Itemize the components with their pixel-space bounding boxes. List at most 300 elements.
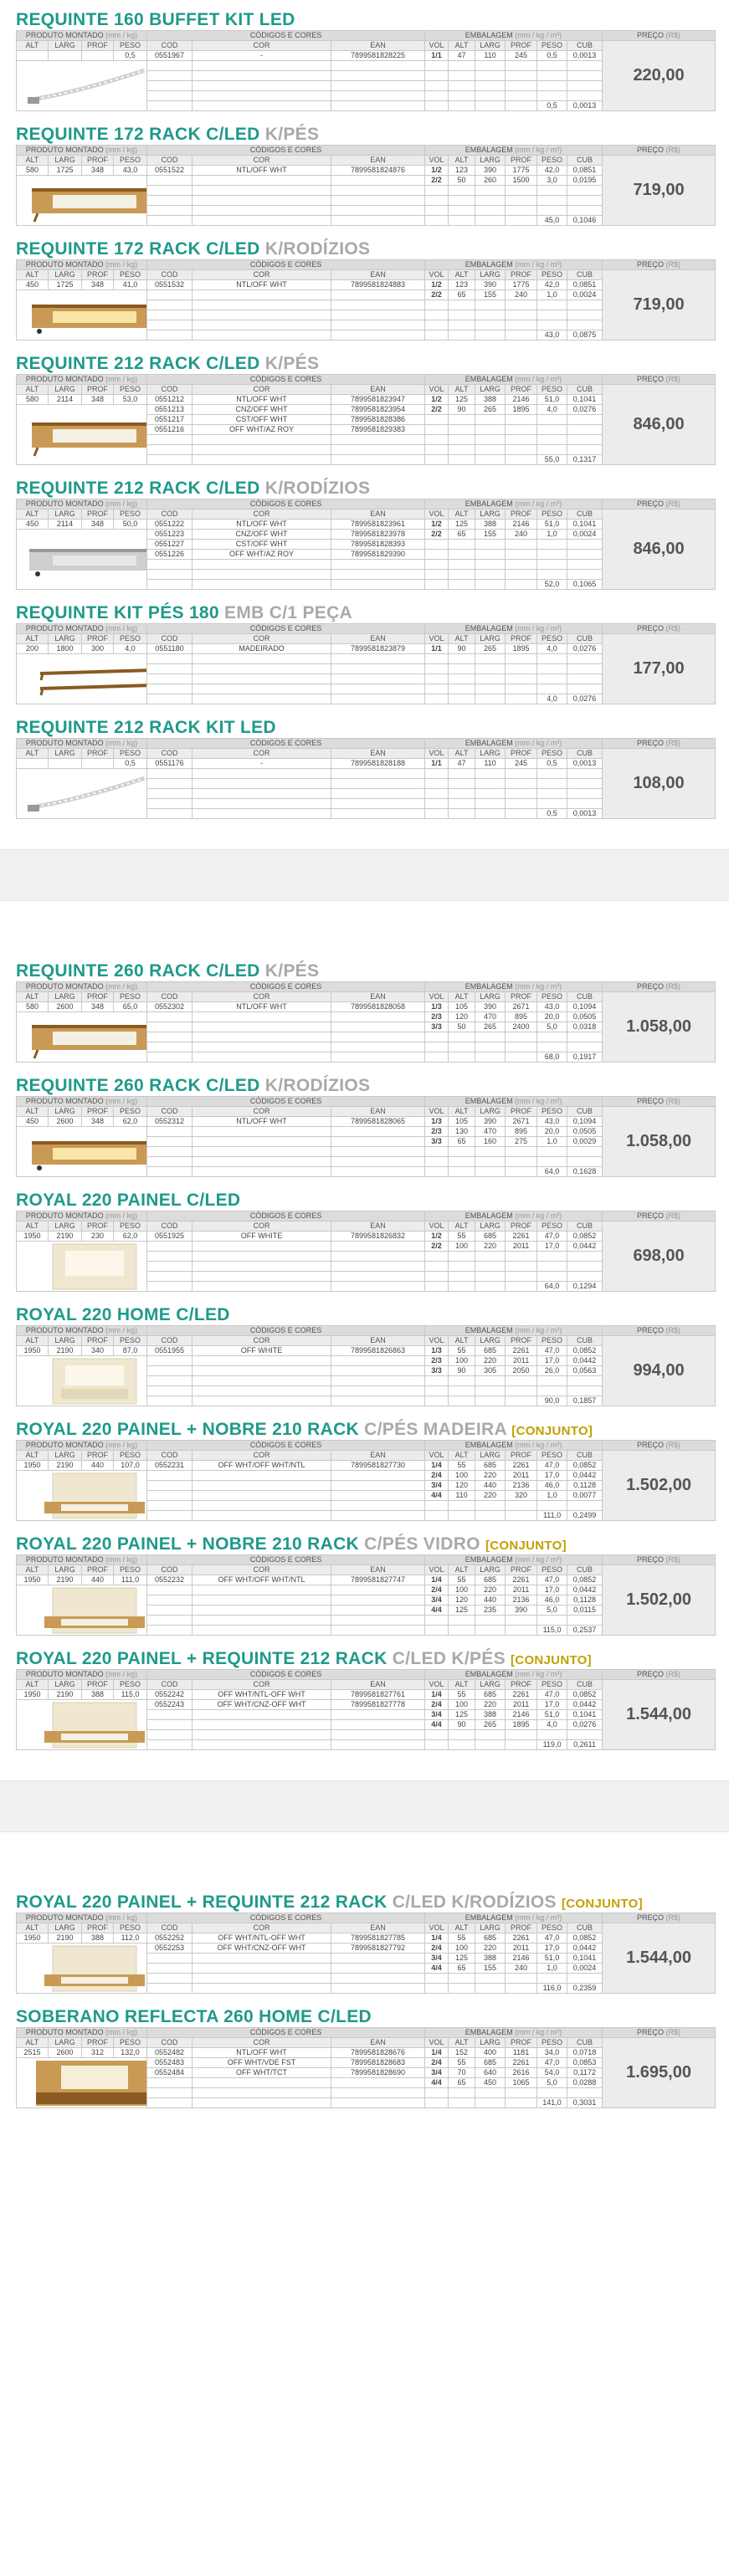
empty-cell — [425, 415, 449, 425]
package-value: 17,0 — [537, 1585, 567, 1595]
total-weight: 4,0 — [537, 694, 567, 704]
empty-cell — [193, 1730, 331, 1740]
package-value: 51,0 — [537, 1710, 567, 1720]
dimension-value: 2190 — [49, 1575, 82, 1585]
empty-cell — [537, 664, 567, 674]
product-title — [16, 1076, 713, 1096]
package-value: 160 — [475, 1137, 506, 1147]
empty-cell — [506, 1272, 537, 1282]
empty-cell — [147, 1052, 193, 1063]
label: EMBALAGEM — [465, 1555, 513, 1564]
volume-index: 4/4 — [425, 1491, 449, 1501]
unit: (mm / kg) — [105, 982, 138, 991]
empty-cell — [475, 186, 506, 196]
product-variant: C/LED K/PÉS — [392, 1649, 506, 1668]
rack-casters-image — [19, 291, 147, 340]
empty-cell — [475, 1052, 506, 1063]
product-spec-table: PRODUTO MONTADO (mm / kg) CÓDIGOS E CORES EMBALAGEM (mm / kg / m³) PREÇO (R$) ALT LARG PROF PESO COD COR EAN VOL ALT LARG PROF PESO CUB 108,00 0,5 0551176 - 7899581828188 1/1 47 110 245 0,5 0,0013 0,5 0,0013 — [16, 738, 716, 819]
empty-cell — [147, 1481, 193, 1491]
unit: (mm / kg / m³) — [515, 146, 562, 154]
empty-cell — [449, 580, 475, 590]
total-weight: 119,0 — [537, 1740, 567, 1750]
header-preco — [603, 739, 716, 749]
package-value: 5,0 — [537, 1606, 567, 1616]
empty-cell — [425, 674, 449, 684]
empty-cell — [506, 674, 537, 684]
color-name: - — [193, 51, 331, 61]
unit: (R$) — [665, 1555, 681, 1564]
empty-cell — [567, 71, 603, 81]
package-value: 100 — [449, 1471, 475, 1481]
package-value: 390 — [506, 1606, 537, 1616]
empty-cell — [425, 1740, 449, 1750]
empty-cell — [425, 1511, 449, 1521]
product-code: 0552483 — [147, 2058, 193, 2068]
empty-cell — [331, 81, 425, 91]
product-tag: [CONJUNTO] — [511, 1424, 593, 1438]
label: EMBALAGEM — [465, 1326, 513, 1334]
package-value: 220 — [475, 1700, 506, 1710]
package-value: 17,0 — [537, 1356, 567, 1366]
empty-cell — [147, 81, 193, 91]
package-value: 110 — [449, 1491, 475, 1501]
ean-code: 7899581823978 — [331, 530, 425, 540]
product-tag: [CONJUNTO] — [562, 1897, 643, 1911]
package-value: 220 — [475, 1242, 506, 1252]
empty-cell — [475, 1396, 506, 1406]
volume-index: 1/4 — [425, 2048, 449, 2058]
product-spec-table: PRODUTO MONTADO (mm / kg) CÓDIGOS E CORES EMBALAGEM (mm / kg / m³) PREÇO (R$) ALT LARG PROF PESO COD COR EAN VOL ALT LARG PROF PESO CUB 177,00 200 1800 300 4,0 0551180 MADEIRADO 7899581823879 1/1 90 265 1895 4,0 0,0276 4,0 0,0276 — [16, 623, 716, 704]
empty-cell — [567, 1042, 603, 1052]
empty-cell — [193, 1616, 331, 1626]
empty-cell — [506, 1511, 537, 1521]
header-produto — [17, 1097, 147, 1107]
header-preco — [603, 1211, 716, 1221]
empty-cell — [537, 196, 567, 206]
unit: (mm / kg / m³) — [515, 499, 562, 508]
empty-cell — [567, 664, 603, 674]
empty-cell — [567, 435, 603, 445]
package-value: 46,0 — [537, 1595, 567, 1606]
empty-cell — [331, 1730, 425, 1740]
empty-cell — [449, 540, 475, 550]
header-embalagem — [425, 1555, 603, 1565]
product-image — [17, 1700, 147, 1750]
volume-index: 3/4 — [425, 1595, 449, 1606]
package-value: 685 — [475, 1232, 506, 1242]
unit: (mm / kg / m³) — [515, 1211, 562, 1220]
empty-cell — [425, 1272, 449, 1282]
empty-cell — [425, 664, 449, 674]
empty-cell — [147, 216, 193, 226]
empty-cell — [475, 1974, 506, 1984]
empty-cell — [506, 101, 537, 111]
empty-cell — [425, 445, 449, 455]
empty-cell — [331, 1616, 425, 1626]
color-name: NTL/OFF WHT — [193, 2048, 331, 2058]
product-variant: C/PÉS VIDRO — [364, 1534, 480, 1554]
package-value: 0,0852 — [567, 1933, 603, 1944]
empty-cell — [331, 1984, 425, 1994]
unit: (R$) — [665, 739, 681, 747]
empty-cell — [449, 71, 475, 81]
total-cubage: 0,0276 — [567, 694, 603, 704]
product-title — [16, 1420, 713, 1440]
package-value: 47,0 — [537, 1232, 567, 1242]
label: PREÇO — [637, 260, 665, 269]
empty-cell — [147, 91, 193, 101]
empty-cell — [193, 71, 331, 81]
ean-code: 7899581823879 — [331, 644, 425, 654]
empty-cell — [449, 1147, 475, 1157]
product-image — [17, 769, 147, 819]
empty-cell — [506, 1147, 537, 1157]
total-cubage: 0,1628 — [567, 1167, 603, 1177]
package-value: 0,0851 — [567, 166, 603, 176]
empty-cell — [193, 2088, 331, 2098]
empty-cell — [331, 1954, 425, 1964]
empty-cell — [193, 1585, 331, 1595]
header-codigos: CÓDIGOS E CORES — [147, 1097, 425, 1107]
product-image — [17, 2058, 147, 2108]
empty-cell — [537, 1147, 567, 1157]
empty-cell — [506, 1740, 537, 1750]
empty-cell — [193, 300, 331, 310]
unit: (mm / kg / m³) — [515, 624, 562, 632]
price-value: 994,00 — [603, 1336, 716, 1406]
label: PRODUTO MONTADO — [25, 1441, 104, 1449]
empty-cell — [537, 1272, 567, 1282]
header-codigos: CÓDIGOS E CORES — [147, 260, 425, 270]
package-value: 388 — [475, 395, 506, 405]
empty-cell — [537, 779, 567, 789]
package-value: 0,0852 — [567, 1575, 603, 1585]
empty-cell — [193, 206, 331, 216]
dimension-value: 440 — [82, 1461, 114, 1471]
package-value: 90 — [449, 1720, 475, 1730]
package-value: 685 — [475, 1346, 506, 1356]
empty-cell — [537, 560, 567, 570]
empty-cell — [425, 1386, 449, 1396]
empty-cell — [331, 1282, 425, 1292]
empty-cell — [193, 435, 331, 445]
product-block — [16, 1892, 713, 1994]
empty-cell — [193, 809, 331, 819]
empty-cell — [449, 1386, 475, 1396]
package-value: 390 — [475, 166, 506, 176]
empty-cell — [449, 81, 475, 91]
empty-cell — [475, 674, 506, 684]
empty-cell — [449, 769, 475, 779]
total-weight: 141,0 — [537, 2098, 567, 2108]
ean-code: 7899581827761 — [331, 1690, 425, 1700]
dimension-value: 2190 — [49, 1933, 82, 1944]
volume-index: 2/4 — [425, 1700, 449, 1710]
empty-cell — [449, 799, 475, 809]
empty-cell — [537, 71, 567, 81]
package-value: 3,0 — [537, 176, 567, 186]
color-name: CNZ/OFF WHT — [193, 530, 331, 540]
ean-code: 7899581827785 — [331, 1933, 425, 1944]
empty-cell — [537, 1032, 567, 1042]
package-value: 388 — [475, 520, 506, 530]
dimension-value: 388 — [82, 1933, 114, 1944]
package-value: 4,0 — [537, 405, 567, 415]
empty-cell — [425, 101, 449, 111]
empty-cell — [425, 1262, 449, 1272]
header-embalagem — [425, 499, 603, 510]
empty-cell — [475, 664, 506, 674]
header-embalagem — [425, 1670, 603, 1680]
volume-index: 1/2 — [425, 520, 449, 530]
empty-cell — [193, 1356, 331, 1366]
product-title — [16, 479, 713, 499]
empty-cell — [449, 425, 475, 435]
package-value: 47,0 — [537, 1690, 567, 1700]
empty-cell — [147, 1396, 193, 1406]
led-strip-image — [19, 770, 147, 818]
volume-index: 2/2 — [425, 405, 449, 415]
product-title — [16, 603, 713, 623]
product-image — [17, 1242, 147, 1292]
package-value: 2261 — [506, 1232, 537, 1242]
package-value: 2011 — [506, 1242, 537, 1252]
dimension-value: 132,0 — [114, 2048, 147, 2058]
empty-cell — [331, 101, 425, 111]
empty-cell — [475, 580, 506, 590]
header-codigos: CÓDIGOS E CORES — [147, 2028, 425, 2038]
price-value: 846,00 — [603, 385, 716, 465]
empty-cell — [506, 71, 537, 81]
empty-cell — [331, 664, 425, 674]
empty-cell — [331, 1052, 425, 1063]
package-value: 65 — [449, 1964, 475, 1974]
header-preco — [603, 260, 716, 270]
empty-cell — [193, 101, 331, 111]
page-separator — [0, 849, 729, 901]
empty-cell — [475, 694, 506, 704]
package-value: 220 — [475, 1944, 506, 1954]
ean-code: 7899581828386 — [331, 415, 425, 425]
product-tag: [CONJUNTO] — [485, 1539, 567, 1553]
color-name: OFF WHT/NTL-OFF WHT — [193, 1933, 331, 1944]
empty-cell — [475, 101, 506, 111]
package-value: 265 — [475, 644, 506, 654]
empty-cell — [506, 1386, 537, 1396]
package-value: 305 — [475, 1366, 506, 1376]
unit: (mm / kg) — [105, 1441, 138, 1449]
package-value: 17,0 — [537, 1471, 567, 1481]
empty-cell — [449, 1157, 475, 1167]
product-spec-table: PRODUTO MONTADO (mm / kg) CÓDIGOS E CORES EMBALAGEM (mm / kg / m³) PREÇO (R$) ALT LARG PROF PESO COD COR EAN VOL ALT LARG PROF PESO CUB 1.544,00 1950 2190 388 112,0 0552252 OFF WHT/NTL-OFF WHT 7899581827785 1/4 55 685 2261 47,0 0,0852 0552253 OFF WHT/CNZ-OFF WHT 7899581827792 2/4 100 220 2011 17,0 0,0442 3/4 125 388 2146 51,0 0,1041 4/4 65 155 240 1,0 0,0024 116,0 0,2359 — [16, 1913, 716, 1994]
volume-index: 1/4 — [425, 1575, 449, 1585]
volume-index: 1/3 — [425, 1346, 449, 1356]
unit: (mm / kg) — [105, 1211, 138, 1220]
empty-cell — [331, 779, 425, 789]
dimension-value — [49, 51, 82, 61]
product-title — [16, 1191, 713, 1211]
empty-cell — [193, 445, 331, 455]
empty-cell — [506, 61, 537, 71]
total-cubage: 0,0875 — [567, 330, 603, 341]
dimension-value: 450 — [17, 520, 49, 530]
package-value: 0,1041 — [567, 1954, 603, 1964]
header-preco — [603, 1913, 716, 1923]
empty-cell — [475, 1376, 506, 1386]
panel-image — [19, 1242, 147, 1291]
empty-cell — [425, 1730, 449, 1740]
empty-cell — [193, 61, 331, 71]
color-name: OFF WHT/TCT — [193, 2068, 331, 2078]
empty-cell — [567, 196, 603, 206]
empty-cell — [475, 1042, 506, 1052]
package-value: 0,0013 — [567, 51, 603, 61]
empty-cell — [506, 684, 537, 694]
product-code: 0552252 — [147, 1933, 193, 1944]
header-preco — [603, 982, 716, 992]
empty-cell — [193, 1984, 331, 1994]
dimension-value: 348 — [82, 1117, 114, 1127]
volume-index: 3/3 — [425, 1137, 449, 1147]
empty-cell — [537, 654, 567, 664]
empty-cell — [506, 540, 537, 550]
package-value: 2050 — [506, 1366, 537, 1376]
package-value: 50 — [449, 176, 475, 186]
empty-cell — [147, 206, 193, 216]
empty-cell — [475, 455, 506, 465]
empty-cell — [475, 540, 506, 550]
label: EMBALAGEM — [465, 1913, 513, 1922]
empty-cell — [331, 1356, 425, 1366]
volume-index: 1/4 — [425, 1690, 449, 1700]
empty-cell — [147, 61, 193, 71]
package-value: 2011 — [506, 1471, 537, 1481]
empty-cell — [331, 560, 425, 570]
product-code: 0551967 — [147, 51, 193, 61]
package-value: 50 — [449, 1022, 475, 1032]
empty-cell — [193, 654, 331, 664]
label: PRODUTO MONTADO — [25, 499, 104, 508]
empty-cell — [475, 1740, 506, 1750]
empty-cell — [331, 694, 425, 704]
package-value: 54,0 — [537, 2068, 567, 2078]
empty-cell — [449, 206, 475, 216]
dimension-value: 2190 — [49, 1232, 82, 1242]
package-value: 47 — [449, 51, 475, 61]
empty-cell — [147, 176, 193, 186]
package-value: 1500 — [506, 176, 537, 186]
total-cubage: 0,0013 — [567, 809, 603, 819]
empty-cell — [567, 789, 603, 799]
product-block — [16, 1534, 713, 1636]
product-name: REQUINTE 212 RACK KIT LED — [16, 718, 276, 737]
label: PRODUTO MONTADO — [25, 1555, 104, 1564]
volume-index: 3/3 — [425, 1022, 449, 1032]
package-value: 65 — [449, 530, 475, 540]
unit: (mm / kg) — [105, 146, 138, 154]
product-code: 0551532 — [147, 280, 193, 290]
header-produto — [17, 739, 147, 749]
package-value: 2261 — [506, 1690, 537, 1700]
ean-code: 7899581826863 — [331, 1346, 425, 1356]
dimension-value: 348 — [82, 520, 114, 530]
header-codigos: CÓDIGOS E CORES — [147, 1326, 425, 1336]
empty-cell — [449, 91, 475, 101]
empty-cell — [425, 540, 449, 550]
dimension-value: 580 — [17, 1002, 49, 1012]
empty-cell — [193, 176, 331, 186]
empty-cell — [147, 330, 193, 341]
volume-index: 1/1 — [425, 51, 449, 61]
product-code: 0551522 — [147, 166, 193, 176]
product-code: 0551226 — [147, 550, 193, 560]
empty-cell — [567, 1147, 603, 1157]
package-value: 0,1128 — [567, 1481, 603, 1491]
package-value: 265 — [475, 405, 506, 415]
empty-cell — [449, 1272, 475, 1282]
volume-index: 1/4 — [425, 1461, 449, 1471]
label: PRODUTO MONTADO — [25, 146, 104, 154]
package-value: 55 — [449, 1232, 475, 1242]
empty-cell — [567, 550, 603, 560]
unit: (mm / kg) — [105, 739, 138, 747]
empty-cell — [147, 809, 193, 819]
package-value: 120 — [449, 1481, 475, 1491]
empty-cell — [537, 425, 567, 435]
header-embalagem — [425, 982, 603, 992]
ean-code: 7899581828676 — [331, 2048, 425, 2058]
header-embalagem — [425, 1211, 603, 1221]
package-value: 1775 — [506, 280, 537, 290]
empty-cell — [567, 1272, 603, 1282]
empty-cell — [147, 2098, 193, 2108]
empty-cell — [193, 1481, 331, 1491]
total-cubage: 0,1046 — [567, 216, 603, 226]
empty-cell — [331, 1262, 425, 1272]
product-name: REQUINTE 212 RACK C/LED — [16, 354, 260, 373]
color-name: CST/OFF WHT — [193, 415, 331, 425]
product-spec-table: PRODUTO MONTADO (mm / kg) CÓDIGOS E CORES EMBALAGEM (mm / kg / m³) PREÇO (R$) ALT LARG PROF PESO COD COR EAN VOL ALT LARG PROF PESO CUB 698,00 1950 2190 230 62,0 0551925 OFF WHITE 7899581826832 1/2 55 685 2261 47,0 0,0852 2/2 100 220 2011 17,0 0,0442 64,0 0,1294 — [16, 1211, 716, 1292]
empty-cell — [193, 1511, 331, 1521]
color-name: OFF WHT/OFF WHT/NTL — [193, 1461, 331, 1471]
empty-cell — [449, 779, 475, 789]
empty-cell — [331, 91, 425, 101]
empty-cell — [506, 435, 537, 445]
price-value: 1.058,00 — [603, 992, 716, 1063]
empty-cell — [425, 425, 449, 435]
empty-cell — [331, 1137, 425, 1147]
header-codigos: CÓDIGOS E CORES — [147, 1555, 425, 1565]
total-weight: 116,0 — [537, 1984, 567, 1994]
empty-cell — [567, 1616, 603, 1626]
empty-cell — [147, 320, 193, 330]
package-value: 2261 — [506, 2058, 537, 2068]
dimension-value — [82, 759, 114, 769]
empty-cell — [331, 1471, 425, 1481]
package-value: 470 — [475, 1127, 506, 1137]
empty-cell — [567, 186, 603, 196]
empty-cell — [475, 415, 506, 425]
empty-cell — [331, 1386, 425, 1396]
ean-code: 7899581824883 — [331, 280, 425, 290]
color-name: OFF WHITE — [193, 1232, 331, 1242]
volume-index: 1/2 — [425, 1232, 449, 1242]
product-block — [16, 603, 713, 704]
package-value: 2671 — [506, 1002, 537, 1012]
product-variant: EMB C/1 PEÇA — [224, 603, 353, 622]
volume-index: 4/4 — [425, 2078, 449, 2088]
product-tag: [CONJUNTO] — [511, 1653, 592, 1667]
